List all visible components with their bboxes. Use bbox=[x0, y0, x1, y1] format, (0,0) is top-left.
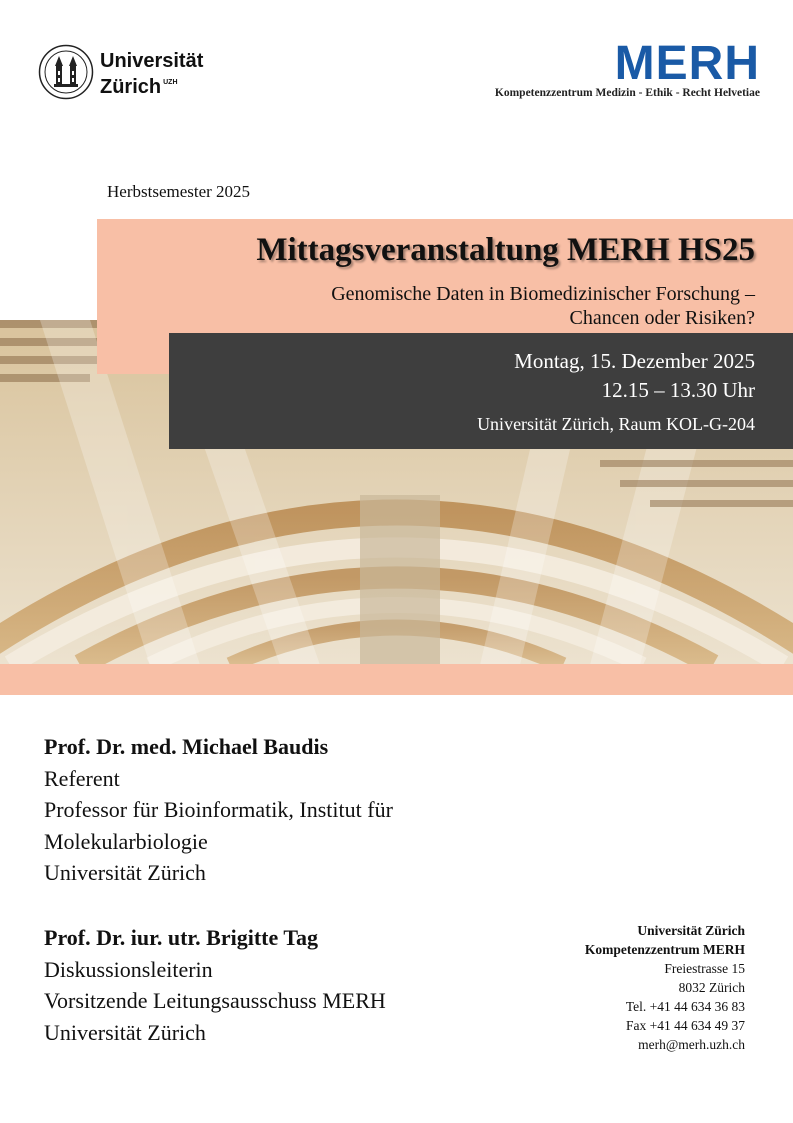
speaker-affiliation: Universität Zürich bbox=[44, 860, 206, 885]
moderator-role: Diskussionsleiterin bbox=[44, 956, 213, 982]
uzh-name-line1: Universität bbox=[100, 50, 204, 72]
contact-block bbox=[585, 921, 745, 1054]
speaker-block bbox=[44, 731, 474, 889]
event-venue: Universität Zürich, Raum KOL-G-204 bbox=[477, 414, 755, 434]
contact-city: 8032 Zürich bbox=[678, 980, 745, 995]
uzh-wordmark bbox=[100, 50, 203, 98]
banner-accent bbox=[97, 333, 169, 374]
contact-tel: Tel. +41 44 634 36 83 bbox=[625, 999, 745, 1014]
moderator-name: Prof. Dr. iur. utr. Brigitte Tag bbox=[44, 925, 319, 950]
contact-email-link[interactable]: merh@merh.uzh.ch bbox=[638, 1037, 745, 1052]
merh-logo bbox=[494, 37, 760, 102]
speaker-role: Referent bbox=[44, 765, 120, 791]
speaker-name: Prof. Dr. med. Michael Baudis bbox=[44, 734, 329, 759]
uzh-logo bbox=[38, 44, 208, 102]
uzh-name-line2: Zürich bbox=[100, 76, 162, 98]
contact-street: Freiestrasse 15 bbox=[664, 961, 745, 976]
uzh-superscript: UZH bbox=[163, 79, 178, 86]
contact-fax: Fax +41 44 634 49 37 bbox=[626, 1018, 745, 1033]
contact-org2: Kompetenzzentrum MERH bbox=[584, 942, 745, 957]
event-time: 12.15 – 13.30 Uhr bbox=[601, 378, 755, 402]
bottom-banner-strip bbox=[0, 664, 793, 695]
moderator-position: Vorsitzende Leitungsausschuss MERH bbox=[44, 988, 386, 1013]
event-title: Mittagsveranstaltung MERH HS25 bbox=[256, 232, 755, 268]
speaker-position-line1: Professor für Bioinformatik, Institut für bbox=[44, 797, 393, 822]
event-details-box bbox=[169, 333, 793, 449]
moderator-block bbox=[44, 922, 474, 1048]
moderator-affiliation: Universität Zürich bbox=[44, 1019, 206, 1045]
merh-subtitle: Kompetenzzentrum Medizin - Ethik - Recht Helvetiae bbox=[494, 87, 760, 99]
event-date: Montag, 15. Dezember 2025 bbox=[514, 349, 755, 373]
contact-org1: Universität Zürich bbox=[637, 923, 745, 938]
event-subtitle bbox=[215, 282, 755, 330]
merh-wordmark: MERH bbox=[614, 37, 760, 90]
speaker-position-line2: Molekularbiologie bbox=[44, 828, 208, 854]
university-seal-icon bbox=[38, 44, 94, 100]
event-subtitle-line2: Chancen oder Risiken? bbox=[569, 307, 755, 329]
event-subtitle-line1: Genomische Daten in Biomedizinischer Forschung – bbox=[331, 283, 755, 305]
semester-label: Herbstsemester 2025 bbox=[107, 182, 251, 201]
